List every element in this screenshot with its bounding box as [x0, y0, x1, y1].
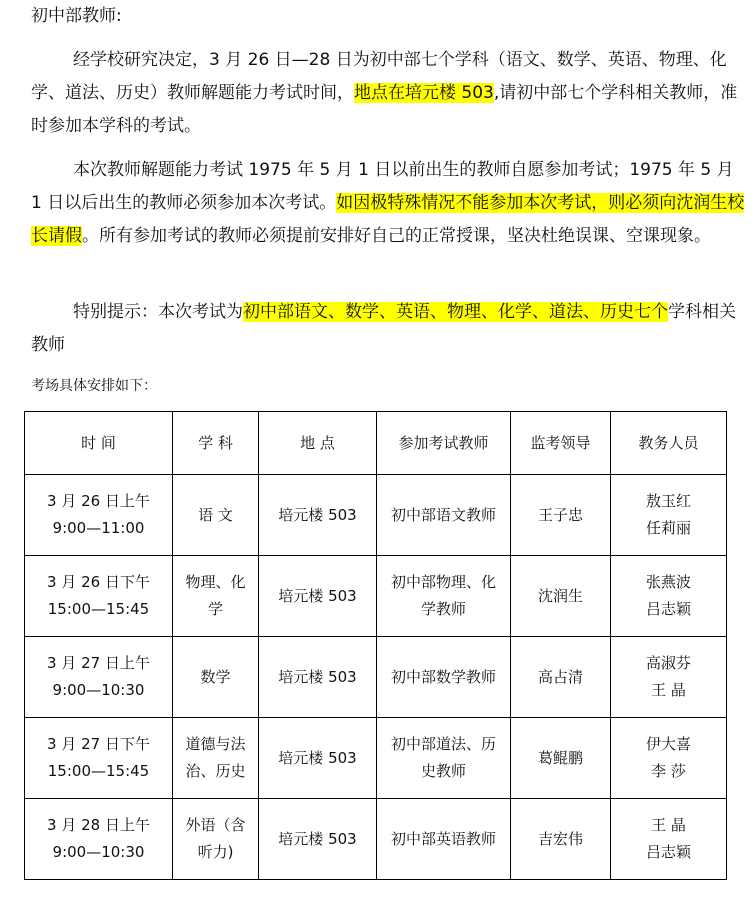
paragraph-special-note [31, 296, 746, 362]
staff-name: 王 晶 [651, 816, 686, 834]
table-caption: 考场具体安排如下： [31, 378, 157, 394]
cell-place: 培元楼 503 [259, 475, 377, 556]
highlighted-subjects: 初中部语文、数学、英语、物理、化学、道法、历史七个 [243, 302, 668, 322]
greeting: 初中部教师: [31, 6, 122, 26]
cell-teachers [377, 556, 511, 637]
cell-staff [611, 475, 727, 556]
table-row [25, 799, 727, 880]
cell-place: 培元楼 503 [259, 799, 377, 880]
paragraph-eligibility [31, 154, 746, 253]
cell-proctor: 沈润生 [511, 556, 611, 637]
time-date: 3 月 28 日上午 [47, 816, 150, 834]
subject-line: 语 文 [198, 505, 233, 524]
teachers-line: 初中部数学教师 [390, 667, 496, 686]
cell-subject [173, 556, 259, 637]
cell-proctor: 高占清 [511, 637, 611, 718]
paragraph-text: 经学校研究决定，3 月 26 日—28 日为初中部七个学科（语文、数学、英语、物理、化学、道法、历史）教师解题能力考试时间， [31, 50, 727, 103]
subject-line: 听力) [197, 843, 234, 861]
highlighted-leave-rule: 如因极特殊情况不能参加本次考试，则必须向沈润生校长请假 [31, 193, 745, 246]
subject-line: 治、历史 [185, 762, 246, 780]
staff-name: 敖玉红 [645, 492, 691, 510]
staff-name: 高淑芬 [645, 654, 691, 672]
time-range: 9:00—10:30 [52, 843, 145, 861]
cell-time [25, 799, 173, 880]
table-row [25, 475, 727, 556]
paragraph-exam-time [31, 44, 746, 143]
subject-line: 外语（含 [185, 816, 246, 834]
table-header-row [25, 412, 727, 475]
time-date: 3 月 27 日上午 [47, 654, 150, 672]
subject-line: 数学 [200, 667, 231, 686]
header-subject: 学 科 [173, 412, 259, 475]
cell-time [25, 637, 173, 718]
header-proctor: 监考领导 [511, 412, 611, 475]
exam-schedule-table [24, 411, 727, 880]
staff-name: 李 莎 [651, 762, 686, 780]
staff-name: 吕志颖 [645, 843, 691, 861]
time-date: 3 月 27 日下午 [47, 735, 150, 753]
cell-subject [173, 637, 259, 718]
time-range: 15:00—15:45 [47, 762, 150, 780]
header-teachers: 参加考试教师 [377, 412, 511, 475]
teachers-line: 初中部语文教师 [390, 505, 496, 524]
paragraph-text: 。所有参加考试的教师必须提前安排好自己的正常授课，坚决杜绝误课、空课现象。 [82, 226, 711, 246]
staff-name: 王 晶 [651, 681, 686, 699]
cell-proctor: 葛鲲鹏 [511, 718, 611, 799]
time-range: 9:00—11:00 [52, 519, 145, 537]
cell-place: 培元楼 503 [259, 556, 377, 637]
cell-teachers [377, 799, 511, 880]
teachers-line: 初中部道法、历 [390, 735, 496, 753]
cell-proctor: 王子忠 [511, 475, 611, 556]
subject-line: 物理、化 [185, 573, 246, 591]
staff-name: 吕志颖 [645, 600, 691, 618]
cell-subject [173, 475, 259, 556]
cell-subject [173, 799, 259, 880]
table-row [25, 718, 727, 799]
cell-place: 培元楼 503 [259, 637, 377, 718]
cell-subject [173, 718, 259, 799]
cell-time [25, 718, 173, 799]
cell-staff [611, 637, 727, 718]
highlighted-location: 地点在培元楼 503 [354, 83, 494, 103]
staff-name: 张燕波 [645, 573, 691, 591]
teachers-line: 史教师 [420, 762, 466, 780]
paragraph-text: 学科相关教师 [31, 302, 736, 355]
header-time: 时 间 [25, 412, 173, 475]
table-row [25, 556, 727, 637]
cell-place: 培元楼 503 [259, 718, 377, 799]
header-staff: 教务人员 [611, 412, 727, 475]
cell-teachers [377, 718, 511, 799]
cell-teachers [377, 637, 511, 718]
cell-proctor: 吉宏伟 [511, 799, 611, 880]
teachers-line: 初中部英语教师 [390, 829, 496, 848]
paragraph-text: 本次教师解题能力考试 1975 年 5 月 1 日以前出生的教师自愿参加考试；1975 年 5 月 1 日以后出生的教师必须参加本次考试。 [31, 160, 734, 213]
cell-staff [611, 556, 727, 637]
staff-name: 任莉丽 [645, 519, 691, 537]
subject-line: 学 [207, 600, 223, 618]
cell-staff [611, 799, 727, 880]
cell-time [25, 556, 173, 637]
cell-teachers [377, 475, 511, 556]
time-date: 3 月 26 日上午 [47, 492, 150, 510]
time-range: 9:00—10:30 [52, 681, 145, 699]
subject-line: 道德与法 [185, 735, 246, 753]
table-row [25, 637, 727, 718]
header-place: 地 点 [259, 412, 377, 475]
teachers-line: 初中部物理、化 [390, 573, 496, 591]
paragraph-text: ,请初中部七个学科相关教师，准时参加本学科的考试。 [31, 83, 738, 136]
staff-name: 伊大喜 [645, 735, 691, 753]
time-date: 3 月 26 日下午 [47, 573, 150, 591]
cell-time [25, 475, 173, 556]
paragraph-text: 特别提示：本次考试为 [73, 302, 243, 322]
cell-staff [611, 718, 727, 799]
time-range: 15:00—15:45 [47, 600, 150, 618]
teachers-line: 学教师 [420, 600, 466, 618]
